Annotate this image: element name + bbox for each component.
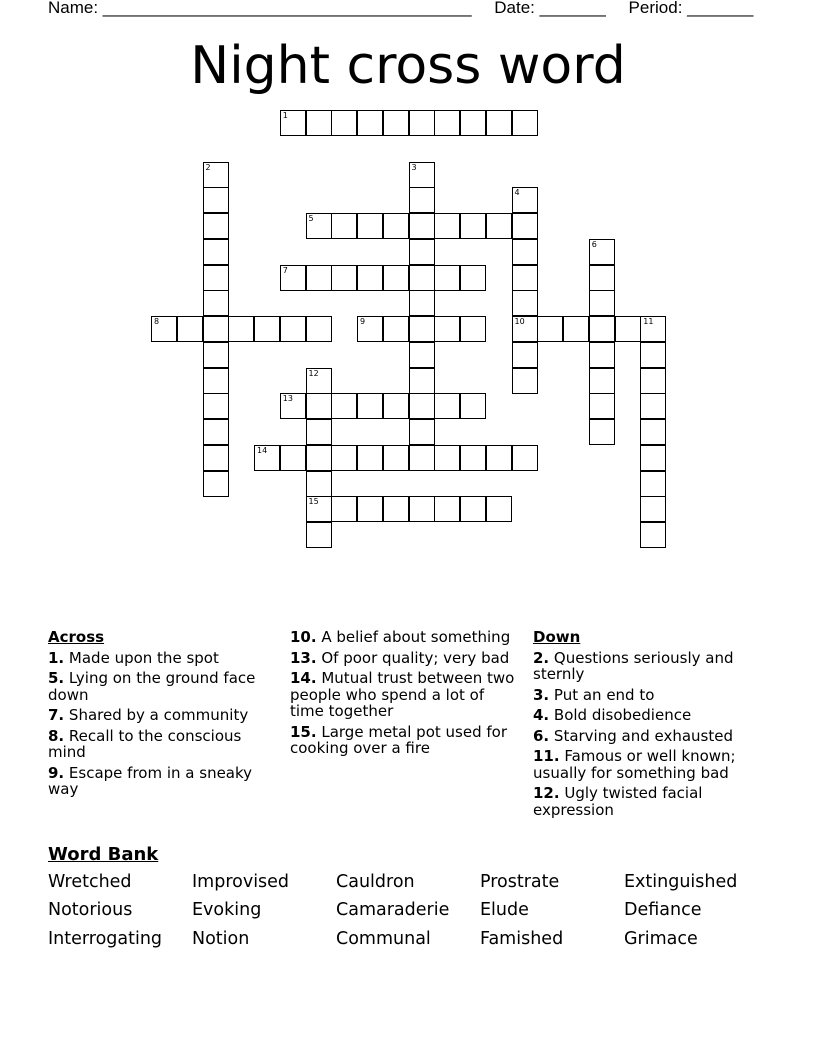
crossword-cell[interactable] <box>203 393 229 419</box>
crossword-cell[interactable] <box>254 316 280 342</box>
crossword-cell[interactable] <box>640 393 666 419</box>
crossword-cell[interactable] <box>306 393 332 419</box>
clue-number: 12 <box>308 368 319 378</box>
clue-number: 13 <box>282 394 293 404</box>
crossword-cell[interactable] <box>280 445 306 471</box>
crossword-cell[interactable] <box>409 110 435 136</box>
crossword-cell[interactable] <box>203 213 229 239</box>
crossword-cell[interactable] <box>434 265 460 291</box>
crossword-cell[interactable] <box>383 265 409 291</box>
crossword-cell[interactable] <box>486 445 512 471</box>
crossword-cell[interactable] <box>409 342 435 368</box>
crossword-cell[interactable] <box>331 445 357 471</box>
crossword-cell[interactable] <box>640 342 666 368</box>
clue-number: 9 <box>360 317 366 326</box>
clue-number: 10 <box>514 317 525 326</box>
crossword-cell[interactable] <box>434 316 460 342</box>
clue-down-4: 4. Bold disobedience <box>533 706 692 724</box>
crossword-cell[interactable] <box>589 239 615 265</box>
crossword-cell[interactable] <box>203 290 229 316</box>
crossword-cell[interactable] <box>409 162 435 188</box>
crossword-cell[interactable] <box>203 162 229 188</box>
clue-number: 15 <box>308 497 319 507</box>
crossword-cell[interactable] <box>512 239 538 265</box>
word-bank-word: Interrogating <box>48 929 163 949</box>
crossword-cell[interactable] <box>203 316 229 342</box>
crossword-cell[interactable] <box>409 496 435 522</box>
clue-down-12: 12. Ugly twisted facial expression <box>533 784 703 819</box>
crossword-cell[interactable] <box>434 445 460 471</box>
clue-down-2: 2. Questions seriously and sternly <box>533 648 734 683</box>
crossword-cell[interactable] <box>409 187 435 213</box>
crossword-cell[interactable] <box>589 290 615 316</box>
crossword-cell[interactable] <box>434 110 460 136</box>
crossword-cell[interactable] <box>254 445 280 471</box>
clue-across-7: 7. Shared by a community <box>48 706 249 724</box>
crossword-cell[interactable] <box>383 393 409 419</box>
word-bank-title: Word Bank <box>48 844 159 865</box>
crossword-cell[interactable] <box>460 213 486 239</box>
across-clues-col-2 <box>290 629 522 761</box>
word-bank-word: Wretched <box>48 872 132 892</box>
crossword-cell[interactable] <box>306 522 332 548</box>
clue-number: 8 <box>154 317 160 326</box>
crossword-cell[interactable] <box>409 419 435 445</box>
clue-across-1: 1. Made upon the spot <box>48 648 219 667</box>
crossword-cell[interactable] <box>331 110 357 136</box>
clue-down-6: 6. Starving and exhausted <box>533 726 734 745</box>
crossword-cell[interactable] <box>512 265 538 291</box>
page-title: Night cross word <box>190 36 626 96</box>
crossword-cell[interactable] <box>203 342 229 368</box>
crossword-cell[interactable] <box>486 496 512 522</box>
crossword-cell[interactable] <box>640 522 666 548</box>
crossword-cell[interactable] <box>203 445 229 471</box>
crossword-cell[interactable] <box>409 265 435 291</box>
crossword-cell[interactable] <box>306 368 332 394</box>
crossword-cell[interactable] <box>640 419 666 445</box>
crossword-cell[interactable] <box>280 393 306 419</box>
crossword-cell[interactable] <box>306 445 332 471</box>
clue-down-3: 3. Put an end to <box>533 685 655 704</box>
crossword-cell[interactable] <box>306 471 332 497</box>
word-bank-word: Notion <box>192 929 250 949</box>
crossword-cell[interactable] <box>357 496 383 522</box>
clue-number: 6 <box>591 239 597 249</box>
down-clues-col <box>533 629 765 822</box>
crossword-cell[interactable] <box>306 265 332 291</box>
clue-number: 14 <box>257 445 268 455</box>
crossword-cell[interactable] <box>151 316 177 342</box>
crossword-cell[interactable] <box>331 213 357 239</box>
crossword-cell[interactable] <box>640 471 666 497</box>
crossword-cell[interactable] <box>434 496 460 522</box>
crossword-cell[interactable] <box>537 316 563 342</box>
crossword-cell[interactable] <box>486 213 512 239</box>
word-bank-word: Elude <box>480 900 529 920</box>
clue-across-14: 14. Mutual trust between two people who spend a lot of time together <box>290 669 515 720</box>
crossword-cell[interactable] <box>331 265 357 291</box>
crossword-cell[interactable] <box>306 110 332 136</box>
crossword-cell[interactable] <box>331 496 357 522</box>
crossword-cell[interactable] <box>434 213 460 239</box>
clue-number: 5 <box>308 214 314 223</box>
crossword-cell[interactable] <box>589 393 615 419</box>
crossword-cell[interactable] <box>357 393 383 419</box>
crossword-cell[interactable] <box>460 393 486 419</box>
clue-number: 7 <box>282 265 288 275</box>
crossword-cell[interactable] <box>640 445 666 471</box>
crossword-cell[interactable] <box>409 290 435 316</box>
clue-across-5: 5. Lying on the ground face down <box>48 669 256 704</box>
crossword-cell[interactable] <box>460 265 486 291</box>
crossword-cell[interactable] <box>589 368 615 394</box>
clue-number: 1 <box>282 111 288 120</box>
word-bank-word: Prostrate <box>480 872 560 892</box>
crossword-cell[interactable] <box>460 110 486 136</box>
word-bank-word: Evoking <box>192 900 262 920</box>
crossword-cell[interactable] <box>512 213 538 239</box>
crossword-cell[interactable] <box>460 316 486 342</box>
crossword-cell[interactable] <box>357 265 383 291</box>
crossword-cell[interactable] <box>280 110 306 136</box>
crossword-cell[interactable] <box>203 187 229 213</box>
clue-across-15: 15. Large metal pot used for cooking over a fire <box>290 722 507 757</box>
crossword-cell[interactable] <box>331 393 357 419</box>
crossword-cell[interactable] <box>640 496 666 522</box>
crossword-cell[interactable] <box>203 471 229 497</box>
word-bank-word: Grimace <box>624 929 698 949</box>
crossword-cell[interactable] <box>512 342 538 368</box>
clue-number: 3 <box>411 162 417 172</box>
crossword-cell[interactable] <box>357 213 383 239</box>
crossword-cell[interactable] <box>357 445 383 471</box>
clue-across-13: 13. Of poor quality; very bad <box>290 648 510 667</box>
crossword-cell[interactable] <box>383 445 409 471</box>
crossword-cell[interactable] <box>640 316 666 342</box>
crossword-cell[interactable] <box>383 213 409 239</box>
crossword-cell[interactable] <box>589 342 615 368</box>
crossword-cell[interactable] <box>512 290 538 316</box>
crossword-cell[interactable] <box>409 393 435 419</box>
clue-number: 11 <box>643 317 654 326</box>
crossword-cell[interactable] <box>177 316 203 342</box>
crossword-cell[interactable] <box>512 316 538 342</box>
crossword-cell[interactable] <box>512 368 538 394</box>
crossword-cell[interactable] <box>434 393 460 419</box>
crossword-cell[interactable] <box>589 316 615 342</box>
crossword-cell[interactable] <box>203 239 229 265</box>
across-clues-col-1 <box>48 629 280 802</box>
crossword-cell[interactable] <box>306 316 332 342</box>
clue-across-9: 9. Escape from in a sneaky way <box>48 763 253 798</box>
clue-number: 4 <box>514 188 520 198</box>
across-heading: Across <box>48 628 105 646</box>
crossword-cell[interactable] <box>589 265 615 291</box>
crossword-cell[interactable] <box>280 265 306 291</box>
crossword-cell[interactable] <box>383 316 409 342</box>
word-bank-word: Defiance <box>624 900 702 920</box>
crossword-cell[interactable] <box>383 110 409 136</box>
crossword-cell[interactable] <box>306 213 332 239</box>
crossword-cell[interactable] <box>383 496 409 522</box>
crossword-cell[interactable] <box>460 445 486 471</box>
period-field-label: Period: _______ <box>628 0 754 17</box>
clue-across-10: 10. A belief about something <box>290 628 511 646</box>
crossword-cell[interactable] <box>409 239 435 265</box>
crossword-cell[interactable] <box>357 110 383 136</box>
crossword-cell[interactable] <box>306 419 332 445</box>
clue-number: 2 <box>205 162 211 172</box>
crossword-cell[interactable] <box>306 496 332 522</box>
crossword-cell[interactable] <box>563 316 589 342</box>
word-bank-word: Famished <box>480 929 564 949</box>
date-field-label: Date: _______ <box>494 0 606 17</box>
word-bank-word: Extinguished <box>624 872 738 892</box>
crossword-cell[interactable] <box>409 368 435 394</box>
word-bank-word: Improvised <box>192 872 290 892</box>
crossword-cell[interactable] <box>409 445 435 471</box>
crossword-cell[interactable] <box>460 496 486 522</box>
crossword-cell[interactable] <box>357 316 383 342</box>
crossword-cell[interactable] <box>203 265 229 291</box>
crossword-cell[interactable] <box>615 316 641 342</box>
clue-down-11: 11. Famous or well known; usually for something bad <box>533 747 736 782</box>
crossword-cell[interactable] <box>512 187 538 213</box>
crossword-cell[interactable] <box>203 419 229 445</box>
clue-across-8: 8. Recall to the conscious mind <box>48 726 242 761</box>
word-bank-word: Notorious <box>48 900 133 920</box>
crossword-cell[interactable] <box>589 419 615 445</box>
down-heading: Down <box>533 628 581 646</box>
crossword-cell[interactable] <box>640 368 666 394</box>
word-bank-word: Camaraderie <box>336 900 450 920</box>
word-bank-word: Communal <box>336 929 431 949</box>
word-bank-word: Cauldron <box>336 872 415 892</box>
crossword-cell[interactable] <box>203 368 229 394</box>
crossword-cell[interactable] <box>409 316 435 342</box>
crossword-cell[interactable] <box>409 213 435 239</box>
crossword-cell[interactable] <box>512 445 538 471</box>
crossword-cell[interactable] <box>486 110 512 136</box>
crossword-cell[interactable] <box>228 316 254 342</box>
crossword-cell[interactable] <box>512 110 538 136</box>
crossword-cell[interactable] <box>280 316 306 342</box>
name-field-label: Name: _______________________________________ <box>48 0 472 17</box>
